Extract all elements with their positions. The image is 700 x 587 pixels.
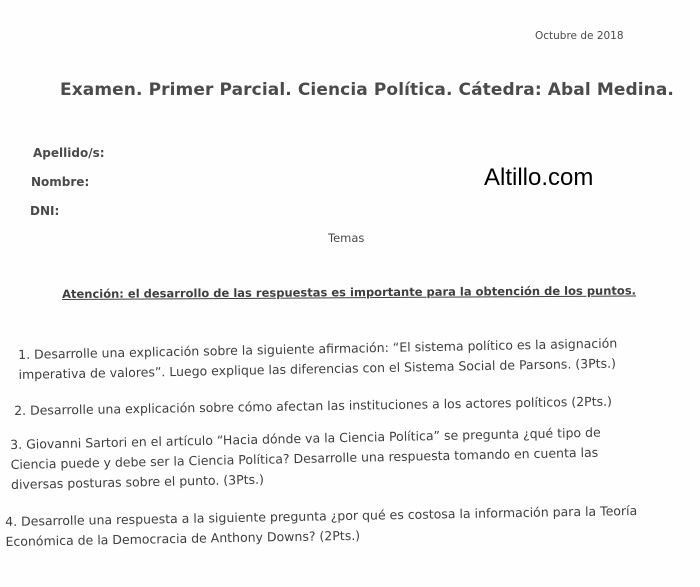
- question-1: [18, 333, 618, 384]
- question-4: [5, 501, 638, 552]
- field-dni-label: DNI:: [30, 204, 60, 218]
- question-line: 2. Desarrolle una explicación sobre cómo afectan las instituciones a los actores políticos (2Pts.): [14, 393, 613, 418]
- watermark-text: Altillo.com: [484, 164, 594, 191]
- question-3: [10, 423, 602, 495]
- question-line: 3. Giovanni Sartori en el artículo “Hacia dónde va la Ciencia Política” se pregunta ¿qué tipo de: [10, 424, 601, 452]
- attention-note: Atención: el desarrollo de las respuestas es importante para la obtención de los puntos.: [62, 283, 637, 301]
- question-line: Económica de la Democracia de Anthony Downs? (2Pts.): [5, 527, 361, 549]
- question-line: Ciencia puede y debe ser la Ciencia Política? Desarrolle una respuesta tomando en cuenta las: [10, 444, 599, 472]
- field-apellido-label: Apellido/s:: [33, 146, 105, 160]
- question-line: diversas posturas sobre el punto. (3Pts.): [10, 471, 265, 492]
- question-line: 4. Desarrolle una respuesta a la siguiente pregunta ¿por qué es costosa la información para la Teoría: [5, 502, 638, 529]
- exam-date: Octubre de 2018: [535, 30, 624, 42]
- exam-title: Examen. Primer Parcial. Ciencia Política. Cátedra: Abal Medina.: [60, 80, 674, 100]
- question-line: 1. Desarrolle una explicación sobre la siguiente afirmación: “El sistema político es la asignación: [18, 335, 618, 362]
- topics-heading: Temas: [328, 231, 365, 245]
- question-2: [14, 392, 612, 421]
- field-nombre-label: Nombre:: [31, 175, 90, 189]
- question-line: imperativa de valores”. Luego explique las diferencias con el Sistema Social de Parsons. (3Pts.): [18, 355, 617, 382]
